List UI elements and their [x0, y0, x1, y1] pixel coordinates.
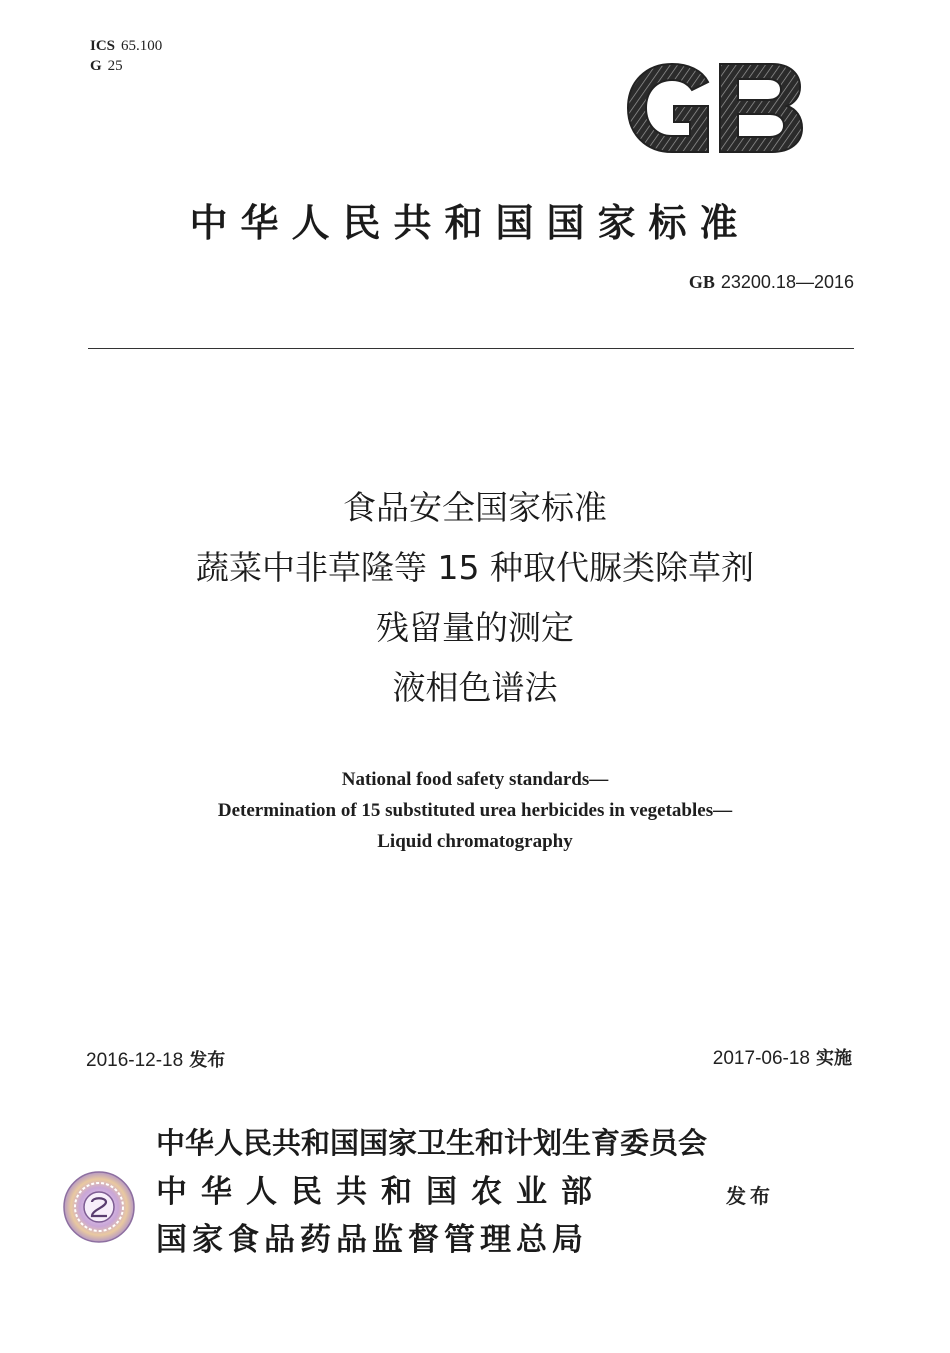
ics-label: ICS: [90, 38, 116, 54]
gb-logo: [622, 60, 806, 156]
issue-date: [86, 1046, 225, 1072]
publish-label: 发布: [726, 1184, 774, 1208]
english-title-line: Liquid chromatography: [377, 831, 573, 852]
effective-date-value: 2017-06-18: [712, 1048, 810, 1069]
effective-date-label: 实施: [816, 1048, 852, 1069]
issuer-line: 国家食品药品监督管理总局: [156, 1222, 588, 1258]
chinese-title-line: 残留量的测定: [376, 608, 574, 647]
header-divider: [88, 348, 854, 349]
gb-logo-letter-b: [720, 64, 802, 152]
gb-logo-letter-g: [628, 64, 708, 152]
anti-counterfeit-seal-icon: [62, 1170, 136, 1244]
chinese-title-line: 食品安全国家标准: [343, 488, 607, 527]
effective-date: [713, 1044, 852, 1070]
issuing-authorities: [156, 1118, 707, 1264]
standard-number-prefix: GB: [688, 272, 715, 292]
ics-value: 65.100: [121, 38, 163, 54]
chinese-title-line: 蔬菜中非草隆等 15 种取代脲类除草剂: [196, 548, 754, 587]
chinese-title: [60, 478, 890, 718]
chinese-title-line: 液相色谱法: [392, 668, 558, 707]
ics-code: [90, 36, 162, 56]
english-title-line: National food safety standards—: [341, 769, 609, 790]
ccs-code: [90, 56, 162, 76]
english-title: [60, 764, 890, 857]
issuer-line: 中华人民共和国农业部: [156, 1174, 606, 1210]
ccs-value: 25: [107, 58, 123, 74]
english-title-line: Determination of 15 substituted urea herbicides in vegetables—: [217, 800, 733, 821]
national-standard-heading: 中华人民共和国国家标准: [189, 200, 751, 245]
classification-codes: [90, 36, 162, 76]
issuer-line: 中华人民共和国国家卫生和计划生育委员会: [156, 1126, 708, 1160]
issue-date-label: 发布: [189, 1050, 226, 1071]
standard-number-value: 23200.18—2016: [720, 272, 854, 292]
issue-date-value: 2016-12-18: [86, 1050, 184, 1071]
standard-number: [689, 272, 854, 293]
ccs-label: G: [90, 58, 102, 74]
